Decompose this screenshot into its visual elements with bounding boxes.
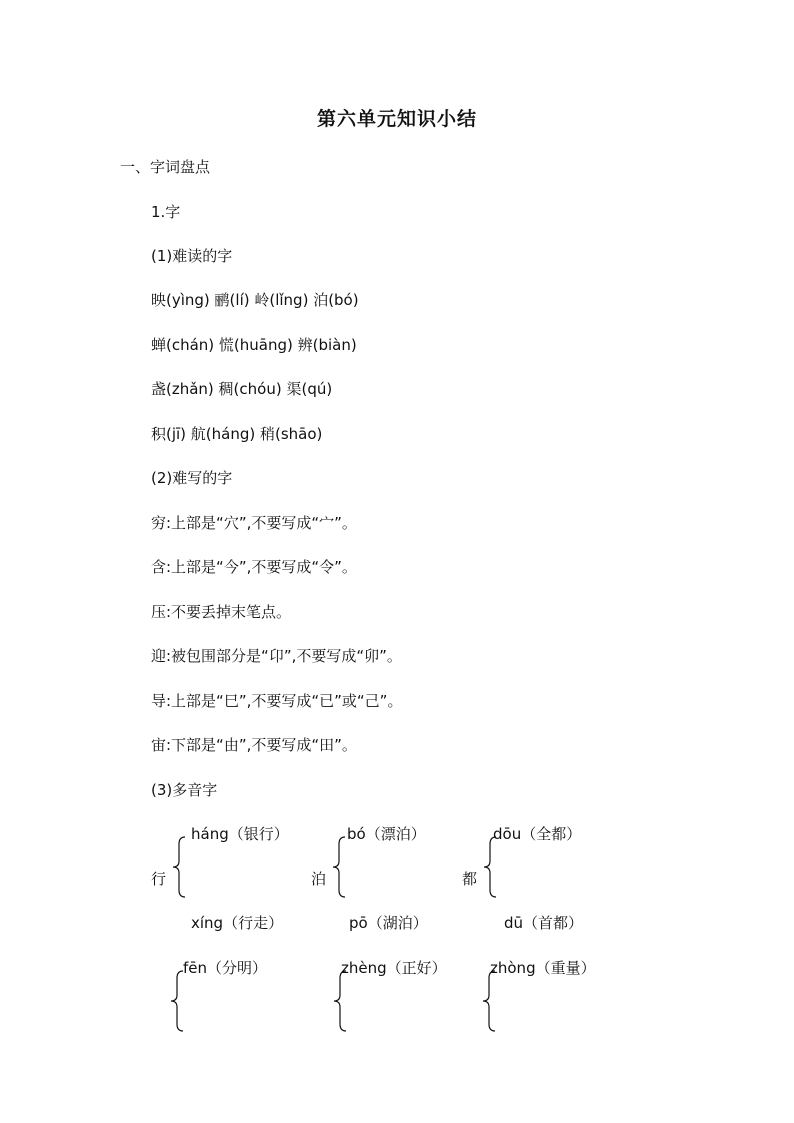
brace-icon bbox=[482, 970, 496, 1032]
difficult-write-line: 压:不要丢掉末笔点。 bbox=[151, 603, 292, 621]
brace-icon bbox=[332, 836, 346, 898]
section-heading: 一、字词盘点 bbox=[120, 158, 211, 176]
difficult-read-line: 盏(zhǎn) 稠(chóu) 渠(qú) bbox=[151, 380, 333, 398]
polyphonic-reading-bottom: xíng（行走） bbox=[191, 914, 284, 932]
polyphonic-char: 都 bbox=[462, 870, 478, 888]
polyphonic-heading: (3)多音字 bbox=[151, 781, 218, 799]
difficult-write-line: 宙:下部是“由”,不要写成“田”。 bbox=[151, 736, 357, 754]
difficult-read-line: 映(yìng) 鹂(lí) 岭(lǐng) 泊(bó) bbox=[151, 291, 359, 309]
brace-icon bbox=[333, 970, 347, 1032]
polyphonic-reading-top: bó（漂泊） bbox=[347, 825, 426, 843]
difficult-read-line: 蝉(chán) 慌(huāng) 辨(biàn) bbox=[151, 336, 357, 354]
polyphonic-reading-top: dōu（全都） bbox=[493, 825, 582, 843]
polyphonic-reading-top: zhòng（重量） bbox=[490, 959, 596, 977]
polyphonic-char: 泊 bbox=[311, 870, 327, 888]
polyphonic-reading-bottom: dū（首都） bbox=[504, 914, 584, 932]
polyphonic-reading-bottom: pō（湖泊） bbox=[349, 914, 428, 932]
polyphonic-reading-top: fēn（分明） bbox=[183, 959, 268, 977]
brace-icon bbox=[172, 836, 186, 898]
difficult-read-line: 积(jī) 航(háng) 稍(shāo) bbox=[151, 425, 323, 443]
difficult-write-line: 迎:被包围部分是“卬”,不要写成“卯”。 bbox=[151, 647, 402, 665]
difficult-write-heading: (2)难写的字 bbox=[151, 469, 233, 487]
subsection-heading: 1.字 bbox=[151, 203, 181, 221]
brace-icon bbox=[170, 970, 184, 1032]
difficult-write-line: 导:上部是“巳”,不要写成“已”或“己”。 bbox=[151, 692, 403, 710]
difficult-read-heading: (1)难读的字 bbox=[151, 247, 233, 265]
difficult-write-line: 穷:上部是“穴”,不要写成“宀”。 bbox=[151, 514, 357, 532]
brace-icon bbox=[483, 836, 497, 898]
polyphonic-reading-top: zhèng（正好） bbox=[341, 959, 447, 977]
page-title: 第六单元知识小结 bbox=[316, 108, 477, 130]
polyphonic-char: 行 bbox=[151, 870, 167, 888]
difficult-write-line: 含:上部是“今”,不要写成“令”。 bbox=[151, 558, 357, 576]
polyphonic-reading-top: háng（银行） bbox=[191, 825, 289, 843]
